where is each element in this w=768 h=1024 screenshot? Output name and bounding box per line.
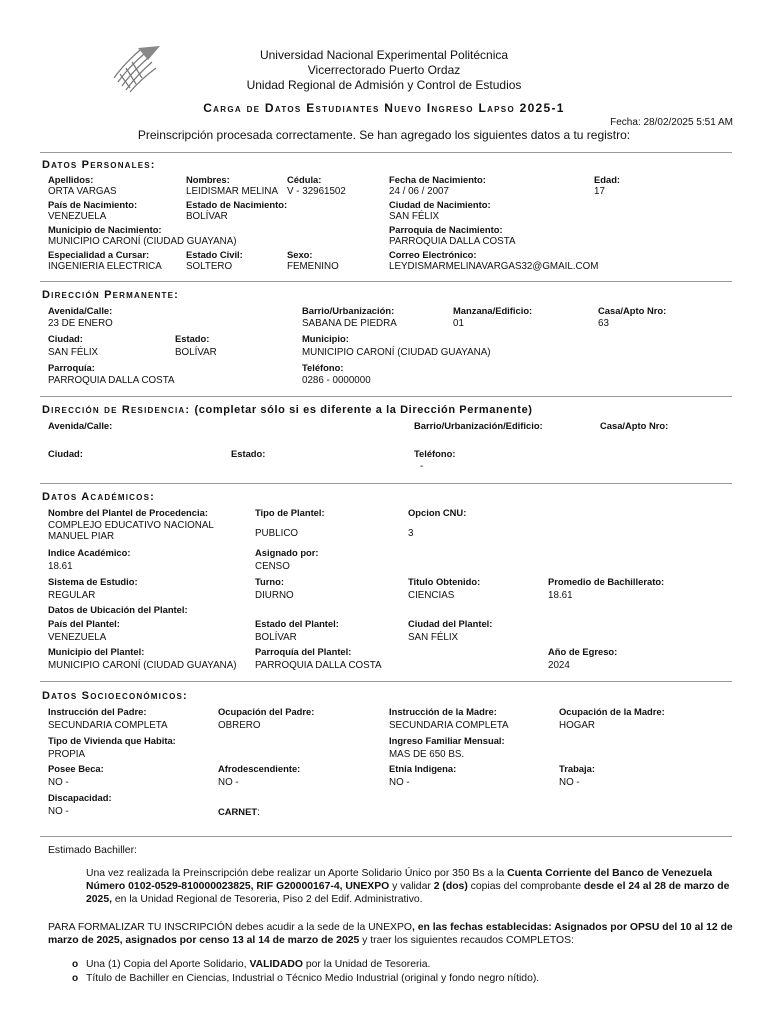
residencia-subtitle: (completar sólo si es diferente a la Dirección Permanente): [194, 404, 533, 416]
aporte-text-3: copias del comprobante: [467, 881, 584, 892]
req1-text-2: por la Unidad de Tesoreria.: [302, 959, 431, 970]
label-res-ciudad: Ciudad:: [48, 448, 83, 459]
label-manzana: Manzana/Edificio:: [453, 305, 533, 316]
value-fecha-nacimiento: 24 / 06 / 2007: [389, 186, 449, 197]
divider: [40, 836, 732, 837]
aporte-text: Una vez realizada la Preinscripción debe realizar un Aporte Solidario Único por 350 Bs a la: [86, 868, 508, 879]
aporte-dates: desde el 24 al 28 de marzo de 2025,: [86, 881, 730, 905]
value-apellidos: ORTA VARGAS: [48, 186, 117, 197]
value-pais-nacimiento: VENEZUELA: [48, 211, 107, 222]
label-municipio: Municipio:: [302, 333, 349, 344]
label-municipio-plantel: Municipio del Plantel:: [48, 646, 145, 657]
value-etnia: NO -: [389, 777, 410, 788]
formalizar-text-2: y traer los siguientes recaudos COMPLETOS:: [359, 935, 574, 946]
value-trabaja: NO -: [559, 777, 580, 788]
label-ubicacion: Datos de Ubicación del Plantel:: [48, 604, 188, 615]
label-casa: Casa/Apto Nro:: [598, 305, 667, 316]
value-estado-nacimiento: BOLÍVAR: [186, 211, 228, 222]
label-edad: Edad:: [594, 174, 621, 185]
value-carnet: :: [257, 807, 260, 818]
value-correo: LEYDISMARMELINAVARGAS32@GMAIL.COM: [389, 261, 599, 272]
req1-text: Una (1) Copia del Aporte Solidario,: [86, 959, 250, 970]
value-pais-plantel: VENEZUELA: [48, 632, 107, 643]
label-promedio: Promedio de Bachillerato:: [548, 576, 665, 587]
label-ingreso: Ingreso Familiar Mensual:: [389, 735, 505, 746]
aporte-copies: 2 (dos): [433, 881, 468, 892]
label-cedula: Cédula:: [287, 174, 322, 185]
aporte-text-4: en la Unidad Regional de Tesoreria, Piso 2 del Edif. Administrativo.: [112, 894, 423, 905]
label-barrio: Barrio/Urbanización:: [302, 305, 395, 316]
divider: [40, 483, 732, 484]
label-tipo-plantel: Tipo de Plantel:: [255, 507, 325, 518]
section-datos-academicos: Datos Académicos:: [42, 491, 155, 503]
value-manzana: 01: [453, 318, 464, 329]
aporte-paragraph: [86, 867, 736, 906]
label-beca: Posee Beca:: [48, 763, 104, 774]
label-instruccion-padre: Instrucción del Padre:: [48, 706, 147, 717]
value-promedio: 18.61: [548, 590, 573, 601]
value-municipio-nacimiento: MUNICIPIO CARONÍ (CIUDAD GUAYANA): [48, 236, 237, 247]
label-opcion-cnu: Opcion CNU:: [408, 507, 467, 518]
value-parroquia-plantel: PARROQUIA DALLA COSTA: [255, 660, 382, 671]
label-parroquia-nacimiento: Parroquia de Nacimiento:: [389, 224, 503, 235]
label-fecha-nacimiento: Fecha de Nacimiento:: [389, 174, 486, 185]
value-res-telefono: -: [420, 461, 424, 472]
divider: [40, 396, 732, 397]
carnet-field: [218, 806, 260, 818]
requirement-item: [72, 958, 732, 972]
aporte-text-2: y validar: [389, 881, 434, 892]
value-edad: 17: [594, 186, 605, 197]
value-ocupacion-padre: OBRERO: [218, 720, 261, 731]
section-datos-personales: Datos Personales:: [42, 159, 156, 171]
label-parroquia-plantel: Parroquía del Plantel:: [255, 646, 352, 657]
divider: [40, 281, 732, 282]
label-nombres: Nombres:: [186, 174, 230, 185]
label-estado-nacimiento: Estado de Nacimiento:: [186, 199, 288, 210]
label-res-barrio: Barrio/Urbanización/Edificio:: [414, 420, 543, 431]
label-correo: Correo Electrónico:: [389, 249, 477, 260]
university-name: Universidad Nacional Experimental Politécnica: [259, 48, 509, 62]
req2-text: Título de Bachiller en Ciencias, Industrial o Técnico Medio Industrial (original y fondo negro nítido).: [86, 973, 540, 984]
vicerrectorado: Vicerrectorado Puerto Ordaz: [307, 63, 461, 77]
divider: [40, 681, 732, 682]
label-res-avenida: Avenida/Calle:: [48, 420, 113, 431]
requirements-list: [72, 958, 732, 986]
value-parroquia-nacimiento: PARROQUIA DALLA COSTA: [389, 236, 516, 247]
value-estado-plantel: BOLÍVAR: [255, 632, 297, 643]
value-parroquia: PARROQUIA DALLA COSTA: [48, 375, 175, 386]
label-telefono: Teléfono:: [302, 362, 344, 373]
label-carnet: CARNET: [218, 806, 258, 817]
date-stamp: Fecha: 28/02/2025 5:51 AM: [610, 117, 733, 128]
value-estado: BOLÍVAR: [175, 347, 217, 358]
section-direccion-residencia: [42, 404, 533, 416]
label-res-telefono: Teléfono:: [414, 448, 456, 459]
value-turno: DIURNO: [255, 590, 294, 601]
label-estado-plantel: Estado del Plantel:: [255, 618, 339, 629]
value-discapacidad: NO -: [48, 806, 69, 817]
label-plantel: Nombre del Plantel de Procedencia:: [48, 507, 208, 518]
value-sexo: FEMENINO: [287, 261, 339, 272]
greeting: Estimado Bachiller:: [48, 845, 137, 856]
value-beca: NO -: [48, 777, 69, 788]
label-pais-nacimiento: País de Nacimiento:: [48, 199, 138, 210]
value-asignado: CENSO: [255, 561, 290, 572]
label-sistema: Sistema de Estudio:: [48, 576, 138, 587]
section-datos-socioeconomicos: Datos Socioeconómicos:: [42, 690, 188, 702]
label-egreso: Año de Egreso:: [548, 646, 618, 657]
label-indice: Indice Académico:: [48, 547, 131, 558]
value-instruccion-padre: SECUNDARIA COMPLETA: [48, 720, 168, 731]
label-ocupacion-madre: Ocupación de la Madre:: [559, 706, 665, 717]
value-casa: 63: [598, 318, 609, 329]
value-ingreso: MAS DE 650 BS.: [389, 749, 465, 760]
label-estado-civil: Estado Civil:: [186, 249, 243, 260]
value-sistema: REGULAR: [48, 590, 96, 601]
value-instruccion-madre: SECUNDARIA COMPLETA: [389, 720, 509, 731]
value-municipio-plantel: MUNICIPIO CARONÍ (CIUDAD GUAYANA): [48, 660, 237, 671]
divider: [40, 152, 732, 153]
value-estado-civil: SOLTERO: [186, 261, 233, 272]
value-ciudad-nacimiento: SAN FÉLIX: [389, 211, 440, 222]
label-estado: Estado:: [175, 333, 210, 344]
label-instruccion-madre: Instrucción de la Madre:: [389, 706, 497, 717]
formalizar-text: PARA FORMALIZAR TU INSCRIPCIÓN debes acudir a la sede de la UNEXPO: [48, 922, 412, 933]
value-tipo-plantel: PUBLICO: [255, 528, 299, 539]
value-titulo: CIENCIAS: [408, 590, 455, 601]
label-res-estado: Estado:: [231, 448, 266, 459]
req1-validado: VALIDADO: [249, 959, 303, 970]
label-afro: Afrodescendiente:: [218, 763, 301, 774]
label-ciudad: Ciudad:: [48, 333, 83, 344]
label-municipio-nacimiento: Municipio de Nacimiento:: [48, 224, 162, 235]
residencia-title: Dirección de Residencia:: [42, 404, 191, 416]
label-etnia: Etnia Indigena:: [389, 763, 457, 774]
value-cedula: V - 32961502: [287, 186, 346, 197]
value-ciudad-plantel: SAN FÉLIX: [408, 632, 459, 643]
page-title: Carga de Datos Estudiantes Nuevo Ingreso Lapso 2025-1: [203, 101, 565, 115]
label-pais-plantel: País del Plantel:: [48, 618, 120, 629]
unidad-regional: Unidad Regional de Admisión y Control de Estudios: [246, 78, 522, 92]
value-barrio: SABANA DE PIEDRA: [302, 318, 397, 329]
requirement-item: [72, 972, 732, 986]
section-direccion-permanente: Dirección Permanente:: [42, 289, 179, 301]
label-ocupacion-padre: Ocupación del Padre:: [218, 706, 315, 717]
label-trabaja: Trabaja:: [559, 763, 595, 774]
label-avenida: Avenida/Calle:: [48, 305, 113, 316]
value-telefono: 0286 - 0000000: [302, 375, 371, 386]
value-egreso: 2024: [548, 660, 570, 671]
value-especialidad: INGENIERIA ELECTRICA: [48, 261, 162, 272]
value-afro: NO -: [218, 777, 239, 788]
formalizar-dates: , en las fechas establecidas: Asignados por OPSU del 10 al 12 de marzo de 2025, asignados por censo 13 al 14 de marzo de 2025: [48, 922, 733, 946]
label-especialidad: Especialidad a Cursar:: [48, 249, 150, 260]
label-asignado: Asignado por:: [255, 547, 319, 558]
label-parroquia: Parroquía:: [48, 362, 95, 373]
label-discapacidad: Discapacidad:: [48, 792, 112, 803]
value-vivienda: PROPIA: [48, 749, 86, 760]
value-municipio: MUNICIPIO CARONÍ (CIUDAD GUAYANA): [302, 347, 491, 358]
value-opcion-cnu: 3: [408, 528, 414, 539]
value-plantel: COMPLEJO EDUCATIVO NACIONAL MANUEL PIAR: [48, 520, 214, 542]
formalizar-paragraph: [48, 921, 736, 947]
value-ciudad: SAN FÉLIX: [48, 347, 99, 358]
label-ciudad-nacimiento: Ciudad de Nacimiento:: [389, 199, 491, 210]
aporte-account: Cuenta Corriente del Banco de Venezuela Número 0102-0529-810000023825, RIF G20000167-4, UNEXPO: [86, 868, 713, 892]
label-turno: Turno:: [255, 576, 284, 587]
label-apellidos: Apellidos:: [48, 174, 94, 185]
value-indice: 18.61: [48, 561, 73, 572]
label-ciudad-plantel: Ciudad del Plantel:: [408, 618, 493, 629]
value-ocupacion-madre: HOGAR: [559, 720, 595, 731]
label-sexo: Sexo:: [287, 249, 313, 260]
label-res-casa: Casa/Apto Nro:: [600, 420, 669, 431]
value-avenida: 23 DE ENERO: [48, 318, 113, 329]
success-message: Preinscripción procesada correctamente. Se han agregado los siguientes datos a tu registro:: [137, 128, 631, 142]
label-titulo: Titulo Obtenido:: [408, 576, 481, 587]
label-vivienda: Tipo de Vivienda que Habita:: [48, 735, 176, 746]
value-nombres: LEIDISMAR MELINA: [186, 186, 279, 197]
